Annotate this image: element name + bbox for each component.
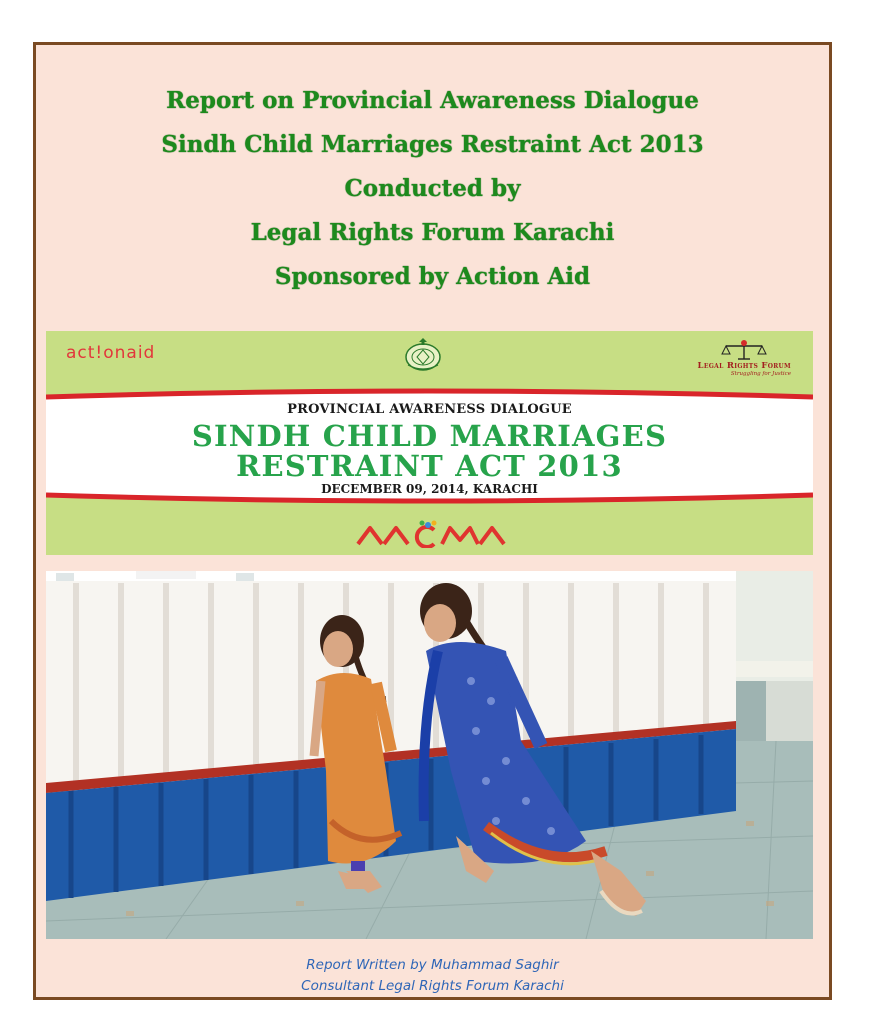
sindh-government-emblem-icon: [402, 335, 444, 373]
cover-frame: [33, 42, 832, 1000]
aacm-logo: [46, 518, 813, 548]
banner-logo-row: [46, 331, 813, 383]
event-photo-two-girls-dancing: [46, 571, 813, 939]
title-line-3: Conducted by: [344, 175, 521, 202]
footer-line-2: Consultant Legal Rights Forum Karachi: [301, 978, 564, 994]
actionaid-logo: act!onaid: [66, 343, 156, 363]
event-banner: [46, 331, 813, 555]
banner-headline-1: SINDH CHILD MARRIAGES: [191, 419, 668, 453]
aacm-logo-icon: [350, 518, 510, 548]
banner-headline-2: RESTRAINT ACT 2013: [236, 449, 623, 483]
legal-rights-forum-logo: [698, 339, 791, 377]
scales-of-justice-icon: [716, 339, 772, 361]
title-line-2: Sindh Child Marriages Restraint Act 2013: [161, 131, 704, 158]
lrf-logo-tagline: Struggling for Justice: [730, 371, 791, 377]
footer-line-1: Report Written by Muhammad Saghir: [306, 957, 559, 973]
banner-title-band: [46, 383, 813, 509]
report-author: [36, 955, 829, 997]
title-line-4: Legal Rights Forum Karachi: [250, 219, 615, 246]
banner-date: DECEMBER 09, 2014, KARACHI: [321, 482, 538, 496]
title-line-5: Sponsored by Action Aid: [274, 263, 591, 290]
report-title: [36, 79, 829, 299]
title-line-1: Report on Provincial Awareness Dialogue: [166, 87, 699, 114]
lrf-logo-name: Legal Rights Forum: [697, 361, 791, 371]
banner-subtitle: PROVINCIAL AWARENESS DIALOGUE: [287, 402, 572, 417]
